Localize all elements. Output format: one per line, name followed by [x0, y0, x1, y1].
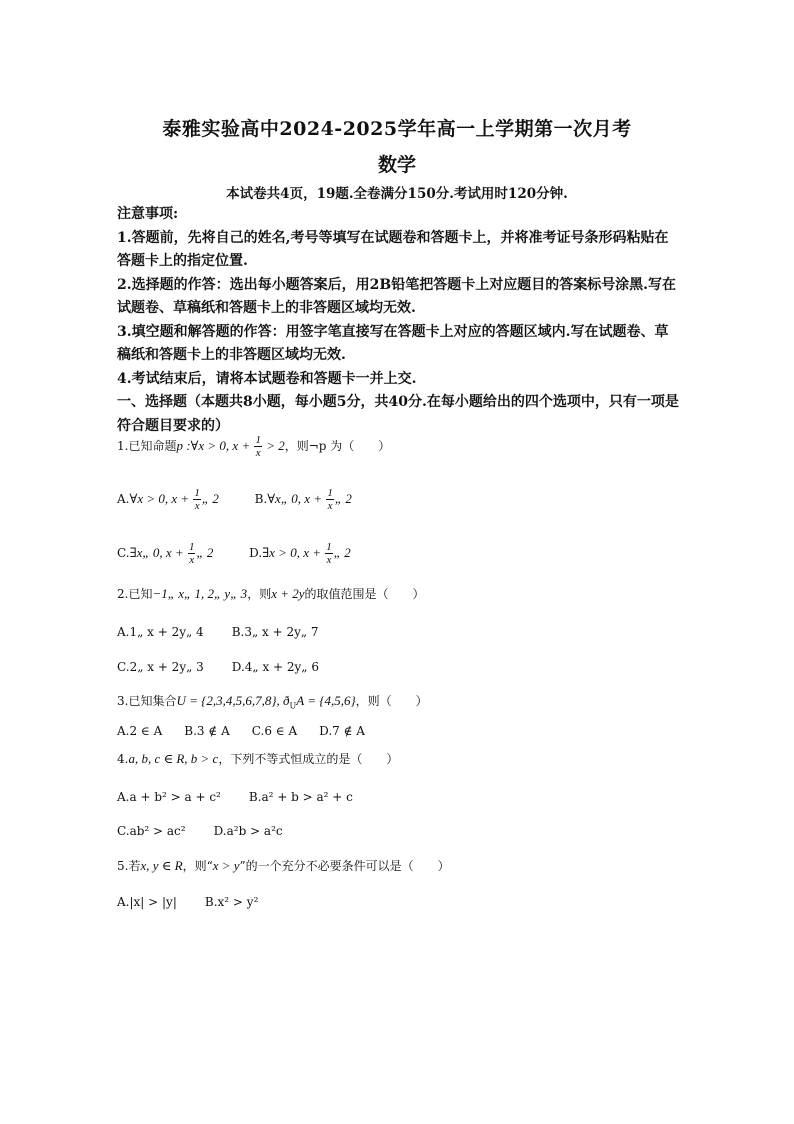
option-b: B.x² > y²: [204, 895, 259, 909]
option-d: D.7 ∉ A: [319, 724, 365, 738]
note-item: 3.填空题和解答题的作答：用签字笔直接写在答题卡上对应的答题区域内.写在试题卷、草稿纸和答题卡上的非答题区域均无效.: [117, 323, 669, 363]
option-c: C.2„ x + 2y„ 3: [117, 660, 204, 674]
question-1-options-ab: [117, 487, 352, 512]
note-item: 1.答题前，先将自己的姓名,考号等填写在试题卷和答题卡上，并将准考证号条形码粘贴在答题卡上的指定位置.: [117, 229, 669, 269]
exam-title: 泰雅实验高中2024-2025学年高一上学期第一次月考: [162, 118, 632, 140]
option-a: A.2 ∈ A: [117, 724, 163, 738]
question-2-options-cd: [117, 659, 319, 675]
question-4-options-cd: [117, 823, 283, 839]
exam-notes: [117, 203, 682, 438]
question-5-stem: 5.若x, y ∈ R，则“x > y”的一个充分不必要条件可以是（ ）: [117, 858, 450, 873]
notes-heading: 注意事项:: [117, 206, 179, 222]
note-item: 2.选择题的作答：选出每小题答案后，用2B铅笔把答题卡上对应题目的答案标号涂黑.写在试题卷、草稿纸和答题卡上的非答题区域均无效.: [117, 276, 677, 316]
option-a: A.1„ x + 2y„ 4: [117, 625, 204, 639]
note-item: 4.考试结束后，请将本试题卷和答题卡一并上交.: [117, 370, 417, 387]
option-d: D.∃x > 0, x + $\frac{1}{x}$ „ 2: [249, 541, 351, 566]
option-b: B.3 ∉ A: [184, 724, 230, 738]
option-d: D.4„ x + 2y„ 6: [231, 660, 319, 674]
option-a: A.∀x > 0, x + $\frac{1}{x}$ „ 2: [117, 487, 219, 512]
option-c: C.∃x„ 0, x + $\frac{1}{x}$ „ 2: [117, 541, 214, 566]
exam-summary: 本试卷共4页，19题.全卷满分150分.考试用时120分钟.: [226, 186, 568, 202]
question-4-stem: 4.a, b, c ∈ R, b > c，下列不等式恒成立的是（ ）: [117, 751, 399, 766]
option-c: C.6 ∈ A: [251, 724, 298, 738]
section-heading: 一、选择题（本题共8小题，每小题5分，共40分.在每小题给出的四个选项中，只有一项是符合题目要求的）: [117, 394, 679, 434]
question-5-options: [117, 894, 258, 910]
option-b: B.a² + b > a² + c: [248, 790, 353, 804]
option-a: A.|x| > |y|: [117, 895, 177, 909]
option-d: D.a²b > a²c: [213, 824, 283, 838]
question-3-options: [117, 723, 365, 739]
question-1-stem: 1.已知命题p :∀x > 0, x + $\frac{1}{x}$ > 2，则¬p 为（ ）: [117, 434, 391, 459]
fraction: $\frac{1}{x}$: [255, 434, 261, 459]
question-4-options-ab: [117, 789, 353, 805]
question-1-options-cd: [117, 541, 351, 566]
option-b: B.3„ x + 2y„ 7: [231, 625, 319, 639]
question-2-options-ab: [117, 624, 319, 640]
option-a: A.a + b² > a + c²: [117, 790, 221, 804]
option-b: B.∀x„ 0, x + $\frac{1}{x}$ „ 2: [254, 487, 352, 512]
question-2-stem: 2.已知−1„ x„ 1, 2„ y„ 3，则x + 2y的取值范围是（ ）: [117, 586, 425, 601]
option-c: C.ab² > ac²: [117, 824, 186, 838]
question-3-stem: 3.已知集合U = {2,3,4,5,6,7,8}, $ð_UA = \{4,5,6\}$，则（ ）: [117, 693, 428, 711]
subject-title: 数学: [377, 154, 416, 176]
